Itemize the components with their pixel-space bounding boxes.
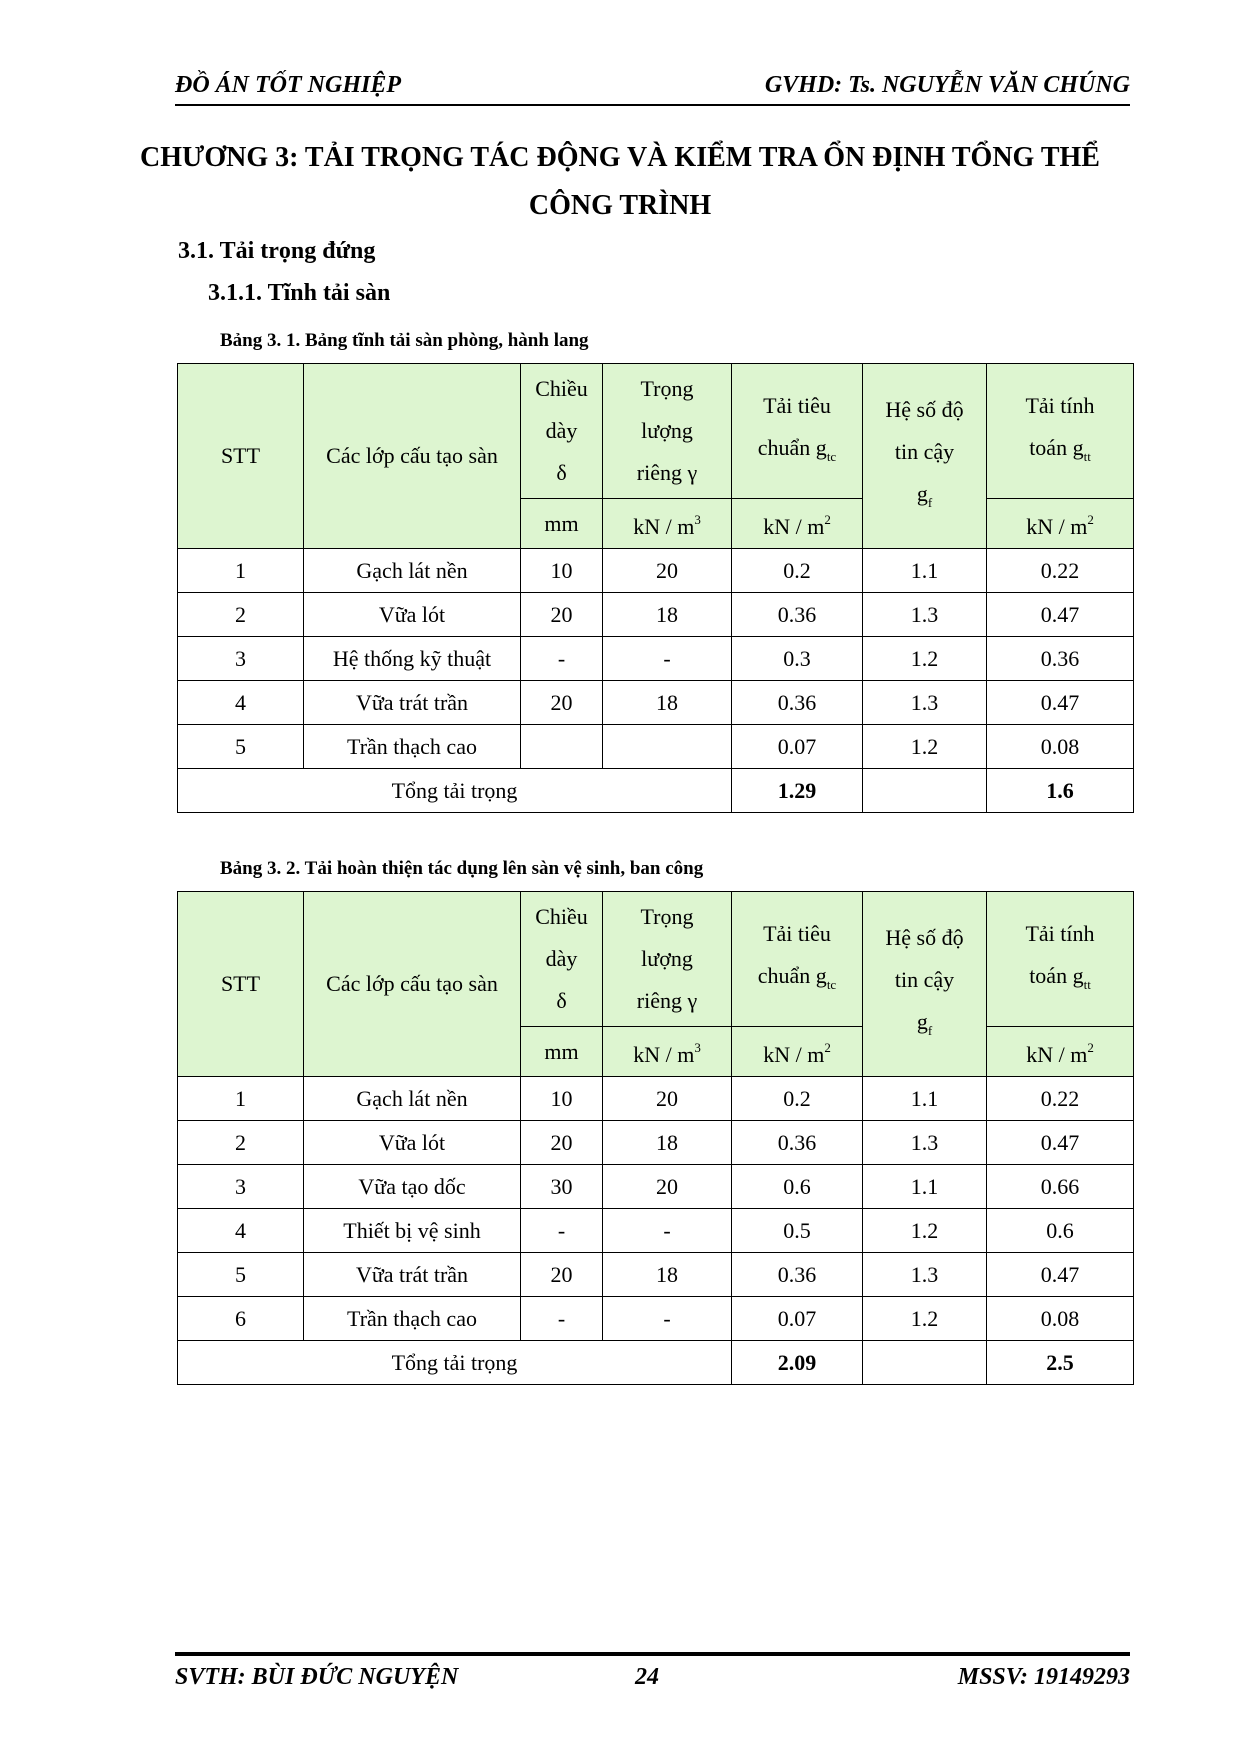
table-cell: Trần thạch cao bbox=[304, 1297, 521, 1341]
table-cell: 0.2 bbox=[732, 549, 863, 593]
total-standard: 2.09 bbox=[732, 1341, 863, 1385]
table-cell: 3 bbox=[178, 637, 304, 681]
table-cell: 0.6 bbox=[987, 1209, 1134, 1253]
table-cell: 4 bbox=[178, 1209, 304, 1253]
footer-left: SVTH: BÙI ĐỨC NGUYỆN bbox=[175, 1664, 459, 1690]
table-cell: 1.3 bbox=[863, 1121, 987, 1165]
header-reliability: Hệ số độ tin cậy $g_f$ bbox=[863, 364, 987, 549]
table-cell bbox=[603, 725, 732, 769]
table-cell: 0.08 bbox=[987, 725, 1134, 769]
table-cell: 3 bbox=[178, 1165, 304, 1209]
unit-mm: mm bbox=[521, 499, 603, 549]
table-cell: 0.36 bbox=[732, 1121, 863, 1165]
unit-kn-m2: kN / $m^2$ bbox=[732, 499, 863, 549]
header-calculated-load: Tải tính toán $g_{tt}$ bbox=[987, 364, 1134, 499]
table-row bbox=[178, 593, 1134, 637]
table-cell: 6 bbox=[178, 1297, 304, 1341]
table-cell: 30 bbox=[521, 1165, 603, 1209]
unit-kn-m2: kN / $m^2$ bbox=[987, 1027, 1134, 1077]
table-cell: - bbox=[521, 1297, 603, 1341]
table-row bbox=[178, 637, 1134, 681]
table-cell: 18 bbox=[603, 1253, 732, 1297]
footer-right: MSSV: 19149293 bbox=[957, 1664, 1130, 1690]
header-calculated-load: Tải tính toán $g_{tt}$ bbox=[987, 892, 1134, 1027]
total-calculated: 1.6 bbox=[987, 769, 1134, 813]
table-cell: 10 bbox=[521, 1077, 603, 1121]
header-layers: Các lớp cấu tạo sàn bbox=[304, 892, 521, 1077]
table-cell: 0.07 bbox=[732, 725, 863, 769]
header-thickness: Chiều dày δ bbox=[521, 364, 603, 499]
table-cell: 0.22 bbox=[987, 549, 1134, 593]
table-cell: 1.3 bbox=[863, 681, 987, 725]
table-cell: 0.2 bbox=[732, 1077, 863, 1121]
table2-caption: Bảng 3. 2. Tải hoàn thiện tác dụng lên sàn vệ sinh, ban công bbox=[220, 858, 704, 879]
header-stt: STT bbox=[178, 364, 304, 549]
table-cell: Thiết bị vệ sinh bbox=[304, 1209, 521, 1253]
total-row bbox=[178, 769, 1134, 813]
page-header bbox=[175, 70, 1130, 106]
page-number: 24 bbox=[635, 1664, 659, 1690]
table-cell: 1.2 bbox=[863, 637, 987, 681]
table-cell: 0.07 bbox=[732, 1297, 863, 1341]
table-cell: Gạch lát nền bbox=[304, 1077, 521, 1121]
subsection-heading: 3.1.1. Tĩnh tải sàn bbox=[208, 280, 391, 306]
table-cell: 0.6 bbox=[732, 1165, 863, 1209]
chapter-title-line2: CÔNG TRÌNH bbox=[528, 190, 712, 221]
total-label: Tổng tải trọng bbox=[178, 769, 732, 813]
table-cell: 18 bbox=[603, 593, 732, 637]
table-cell: Vữa trát trần bbox=[304, 681, 521, 725]
unit-kn-m3: kN / $m^3$ bbox=[603, 1027, 732, 1077]
table-cell: 4 bbox=[178, 681, 304, 725]
total-standard: 1.29 bbox=[732, 769, 863, 813]
table-cell: 0.3 bbox=[732, 637, 863, 681]
table-cell: Gạch lát nền bbox=[304, 549, 521, 593]
total-calculated: 2.5 bbox=[987, 1341, 1134, 1385]
unit-mm: mm bbox=[521, 1027, 603, 1077]
table-cell: - bbox=[521, 637, 603, 681]
header-left: ĐỒ ÁN TỐT NGHIỆP bbox=[175, 72, 401, 98]
table-cell: 10 bbox=[521, 549, 603, 593]
table-cell: 1.3 bbox=[863, 593, 987, 637]
table-row bbox=[178, 681, 1134, 725]
table-cell: 0.36 bbox=[732, 593, 863, 637]
table-cell bbox=[521, 725, 603, 769]
table-cell: 1.2 bbox=[863, 1297, 987, 1341]
table-cell: 0.5 bbox=[732, 1209, 863, 1253]
total-empty bbox=[863, 769, 987, 813]
table-row bbox=[178, 1253, 1134, 1297]
table-cell: 20 bbox=[521, 593, 603, 637]
table-row bbox=[178, 725, 1134, 769]
chapter-title-line1: CHƯƠNG 3: TẢI TRỌNG TÁC ĐỘNG VÀ KIỂM TRA ỔN ĐỊNH TỔNG THỂ bbox=[140, 142, 1100, 173]
table-cell: 0.36 bbox=[732, 681, 863, 725]
total-label: Tổng tải trọng bbox=[178, 1341, 732, 1385]
table-cell: 5 bbox=[178, 1253, 304, 1297]
total-empty bbox=[863, 1341, 987, 1385]
table-cell: 1.3 bbox=[863, 1253, 987, 1297]
table-cell: 20 bbox=[521, 1121, 603, 1165]
header-standard-load: Tải tiêu chuẩn $g_{tc}$ bbox=[732, 892, 863, 1027]
table-cell: - bbox=[603, 1297, 732, 1341]
table-cell: 20 bbox=[521, 681, 603, 725]
header-stt: STT bbox=[178, 892, 304, 1077]
table-cell: 1.2 bbox=[863, 725, 987, 769]
table-cell: 5 bbox=[178, 725, 304, 769]
table1-caption: Bảng 3. 1. Bảng tĩnh tải sàn phòng, hành lang bbox=[220, 330, 589, 351]
table-cell: Vữa lót bbox=[304, 1121, 521, 1165]
table1 bbox=[177, 363, 1134, 813]
table-cell: 0.36 bbox=[732, 1253, 863, 1297]
header-standard-load: Tải tiêu chuẩn $g_{tc}$ bbox=[732, 364, 863, 499]
header-layers: Các lớp cấu tạo sàn bbox=[304, 364, 521, 549]
table-cell: 1.1 bbox=[863, 1165, 987, 1209]
unit-kn-m2: kN / $m^2$ bbox=[732, 1027, 863, 1077]
table-cell: 18 bbox=[603, 1121, 732, 1165]
table-cell: 0.08 bbox=[987, 1297, 1134, 1341]
table-cell: 0.47 bbox=[987, 681, 1134, 725]
table-cell: 0.22 bbox=[987, 1077, 1134, 1121]
table-cell: 20 bbox=[603, 1165, 732, 1209]
header-unit-weight: Trọng lượng riêng γ bbox=[603, 364, 732, 499]
table-cell: 20 bbox=[603, 1077, 732, 1121]
table-cell: 20 bbox=[521, 1253, 603, 1297]
table-cell: Hệ thống kỹ thuật bbox=[304, 637, 521, 681]
table-cell: 1 bbox=[178, 1077, 304, 1121]
table-cell: 0.36 bbox=[987, 637, 1134, 681]
table-cell: Vữa trát trần bbox=[304, 1253, 521, 1297]
page-footer bbox=[175, 1652, 1130, 1694]
section-heading: 3.1. Tải trọng đứng bbox=[178, 238, 376, 264]
table-row bbox=[178, 1209, 1134, 1253]
table-cell: - bbox=[521, 1209, 603, 1253]
table-cell: Vữa tạo dốc bbox=[304, 1165, 521, 1209]
table-cell: 18 bbox=[603, 681, 732, 725]
header-reliability: Hệ số độ tin cậy $g_f$ bbox=[863, 892, 987, 1077]
table-cell: 1.1 bbox=[863, 1077, 987, 1121]
table-cell: - bbox=[603, 1209, 732, 1253]
table-cell: 1 bbox=[178, 549, 304, 593]
header-thickness: Chiều dày δ bbox=[521, 892, 603, 1027]
table-cell: 0.47 bbox=[987, 1121, 1134, 1165]
table-row bbox=[178, 549, 1134, 593]
table-cell: 0.66 bbox=[987, 1165, 1134, 1209]
unit-kn-m3: kN / $m^3$ bbox=[603, 499, 732, 549]
table-cell: 0.47 bbox=[987, 593, 1134, 637]
table-row bbox=[178, 1297, 1134, 1341]
table-cell: Trần thạch cao bbox=[304, 725, 521, 769]
table-row bbox=[178, 1165, 1134, 1209]
table-cell: 1.1 bbox=[863, 549, 987, 593]
header-unit-weight: Trọng lượng riêng γ bbox=[603, 892, 732, 1027]
table-cell: 2 bbox=[178, 1121, 304, 1165]
table-cell: Vữa lót bbox=[304, 593, 521, 637]
unit-kn-m2: kN / $m^2$ bbox=[987, 499, 1134, 549]
table-row bbox=[178, 1077, 1134, 1121]
table-cell: 0.47 bbox=[987, 1253, 1134, 1297]
table-cell: 2 bbox=[178, 593, 304, 637]
table-cell: - bbox=[603, 637, 732, 681]
table2 bbox=[177, 891, 1134, 1385]
table-cell: 1.2 bbox=[863, 1209, 987, 1253]
table-row bbox=[178, 1121, 1134, 1165]
table-cell: 20 bbox=[603, 549, 732, 593]
total-row bbox=[178, 1341, 1134, 1385]
header-right: GVHD: Ts. NGUYỄN VĂN CHÚNG bbox=[764, 72, 1130, 98]
